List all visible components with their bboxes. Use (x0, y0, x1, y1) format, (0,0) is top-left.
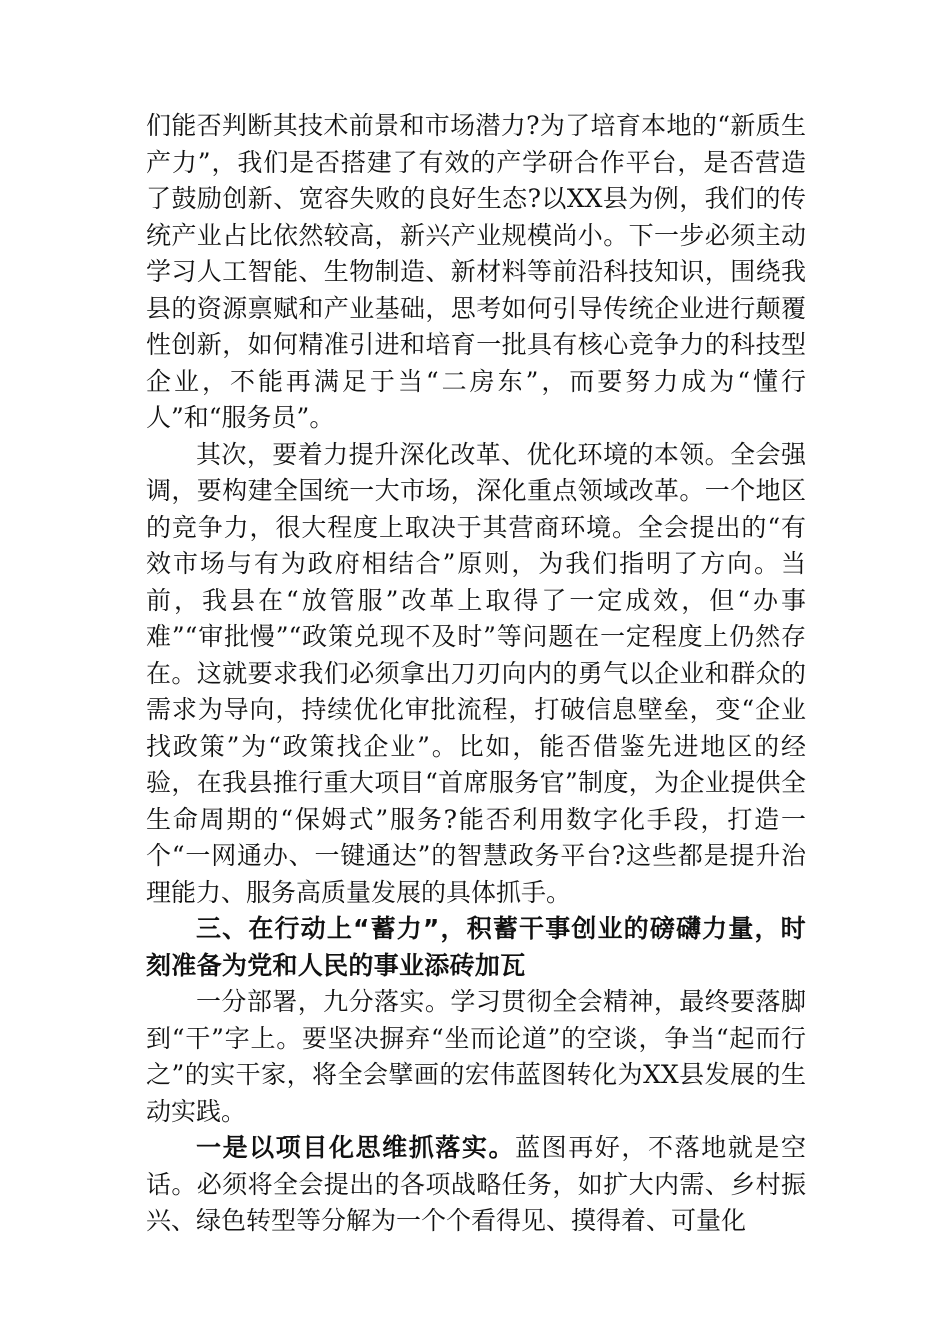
paragraph-4-lead: 一是以项目化思维抓落实。 (196, 1133, 516, 1162)
paragraph-4-body: 蓝图再好，不落地就是空话。必须将全会提出的各项战略任务，如扩大内需、乡村振兴、绿色转型等分解为一个个看得见、摸得着、可量化 (146, 1133, 806, 1235)
document-page (146, 108, 806, 1240)
paragraph-4 (146, 1130, 806, 1240)
paragraph-1: 们能否判断其技术前景和市场潜力?为了培育本地的“新质生产力”，我们是否搭建了有效的产学研合作平台，是否营造了鼓励创新、宽容失败的良好生态?以XX县为例，我们的传统产业占比依然较高，新兴产业规模尚小。下一步必须主动学习人工智能、生物制造、新材料等前沿科技知识，围绕我县的资源禀赋和产业基础，思考如何引导传统企业进行颠覆性创新，如何精准引进和培育一批具有核心竞争力的科技型企业，不能再满足于当“二房东”，而要努力成为“懂行人”和“服务员”。 (146, 111, 806, 432)
paragraph-3: 一分部署，九分落实。学习贯彻全会精神，最终要落脚到“干”字上。要坚决摒弃“坐而论道”的空谈，争当“起而行之”的实干家，将全会擘画的宏伟蓝图转化为XX县发展的生动实践。 (146, 987, 806, 1126)
paragraph-2: 其次，要着力提升深化改革、优化环境的本领。全会强调，要构建全国统一大市场，深化重点领域改革。一个地区的竞争力，很大程度上取决于其营商环境。全会提出的“有效市场与有为政府相结合”原则，为我们指明了方向。当前，我县在“放管服”改革上取得了一定成效，但“办事难”“审批慢”“政策兑现不及时”等问题在一定程度上仍然存在。这就要求我们必须拿出刀刃向内的勇气以企业和群众的需求为导向，持续优化审批流程，打破信息壁垒，变“企业找政策”为“政策找企业”。比如，能否借鉴先进地区的经验，在我县推行重大项目“首席服务官”制度，为企业提供全生命周期的“保姆式”服务?能否利用数字化手段，打造一个“一网通办、一键通达”的智慧政务平台?这些都是提升治理能力、服务高质量发展的具体抓手。 (146, 439, 806, 907)
section-heading-3: 三、在行动上“蓄力”，积蓄干事创业的磅礴力量，时刻准备为党和人民的事业添砖加瓦 (146, 914, 806, 980)
